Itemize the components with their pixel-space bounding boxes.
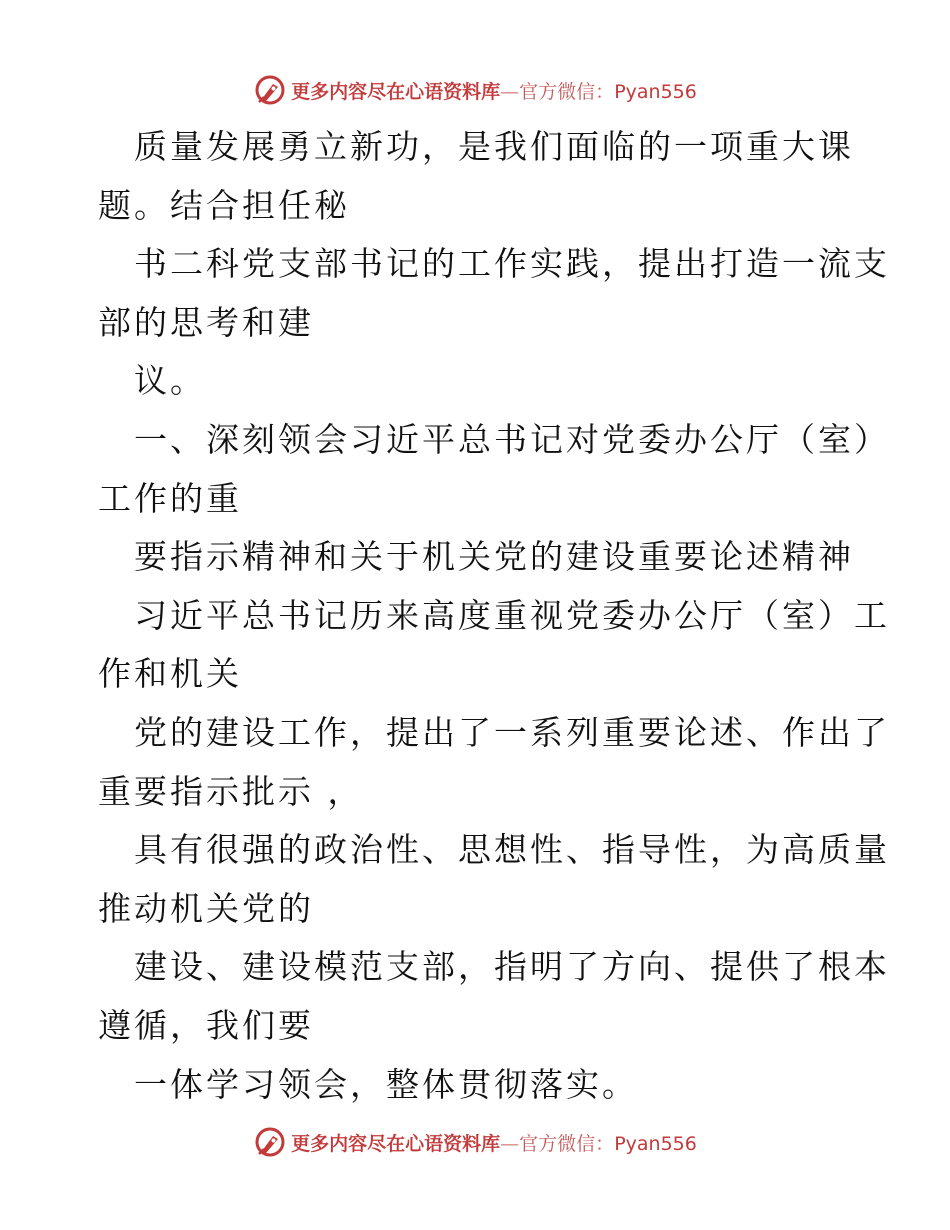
text-line: 党的建设工作，提出了一系列重要论述、作出了 [134, 712, 890, 752]
text-line: 质量发展勇立新功，是我们面临的一项重大课 [134, 127, 854, 166]
section-heading: 一、深刻领会习近平总书记对党委办公厅（室） [134, 419, 890, 459]
text-line: 习近平总书记历来高度重视党委办公厅（室）工 [134, 595, 890, 635]
text-line: 书二科党支部书记的工作实践，提出打造一流支 [134, 244, 890, 284]
watermark-wechat-id: Pyan556 [614, 1132, 697, 1155]
text-line: 推动机关党的 [98, 888, 314, 928]
text-line: 工作的重 [98, 478, 242, 518]
watermark-separator: — [500, 1132, 520, 1155]
watermark-text [291, 1129, 697, 1156]
document-body [98, 118, 890, 1114]
watermark-wechat-id: Pyan556 [614, 80, 697, 103]
watermark-wechat-label: 官方微信： [519, 1132, 615, 1155]
text-line: 遵循，我们要 [98, 1005, 314, 1045]
text-line: 要指示精神和关于机关党的建设重要论述精神 [134, 537, 854, 577]
watermark-slogan: 更多内容尽在心语资料库 [291, 80, 501, 103]
text-line: 重要指示批示 ， [98, 771, 364, 811]
pen-nib-icon [253, 1125, 287, 1159]
text-line: 议。 [134, 361, 206, 401]
pen-nib-icon [253, 73, 287, 107]
text-line: 题。结合担任秘 [98, 185, 350, 225]
text-line: 一体学习领会，整体贯彻落实。 [134, 1064, 638, 1104]
watermark-text [291, 77, 697, 104]
watermark-header [0, 70, 950, 110]
text-line: 建设、建设模范支部，指明了方向、提供了根本 [134, 947, 890, 987]
watermark-separator: — [500, 80, 520, 103]
text-line: 部的思考和建 [98, 302, 314, 342]
text-line: 作和机关 [98, 654, 242, 694]
text-line: 具有很强的政治性、思想性、指导性，为高质量 [134, 830, 890, 870]
watermark-wechat-label: 官方微信： [519, 80, 615, 103]
watermark-footer [0, 1122, 950, 1162]
watermark-slogan: 更多内容尽在心语资料库 [291, 1132, 501, 1155]
